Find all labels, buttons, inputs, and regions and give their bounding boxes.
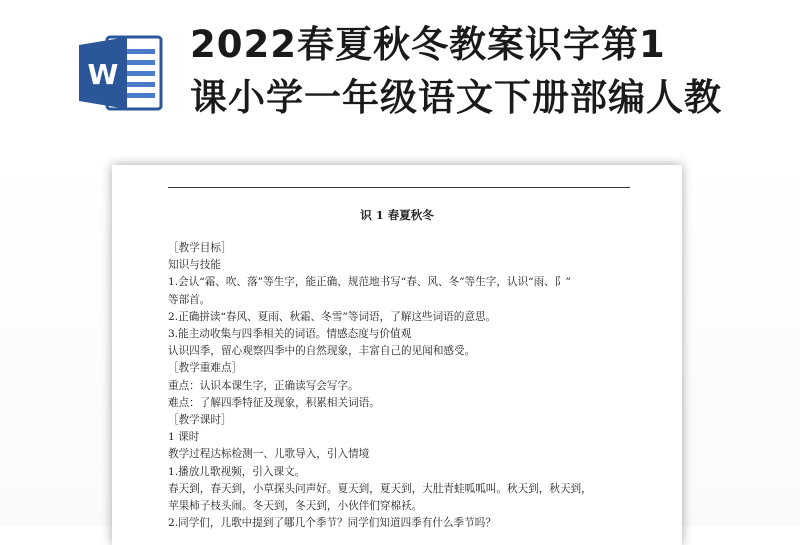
word-icon-letter: W [87, 58, 119, 91]
lesson-title: 识 1 春夏秋冬 [360, 208, 434, 222]
text-line: 1 课时 [168, 431, 200, 444]
text-line: 教学过程达标检测一、儿歌导入，引入情境 [168, 448, 370, 461]
text-line: 难点：了解四季特征及现象，积累相关词语。 [168, 396, 380, 409]
text-line: 1.会认“霜、吹、落”等生字，能正确、规范地书写“春、风、冬”等生字，认识“雨、阝” [168, 276, 571, 289]
word-icon [77, 33, 163, 113]
title-line-2: 课小学一年级语文下册部编人教 [190, 76, 722, 119]
title-line-1: 2022春夏秋冬教案识字第1 [190, 23, 666, 66]
header-banner [0, 0, 800, 160]
document-page [112, 165, 682, 545]
text-line: 春天到，春天到，小草探头问声好。夏天到，夏天到，大肚青蛙呱呱叫。秋天到，秋天到， [168, 482, 592, 495]
text-line: 2.正确拼读“春风、夏雨、秋霜、冬雪”等词语，了解这些词语的意思。 [168, 310, 497, 323]
document-body [168, 240, 634, 532]
text-line: 3.能主动收集与四季相关的词语。情感态度与价值观 [168, 328, 412, 341]
header-rule [168, 187, 630, 188]
page-title [190, 18, 780, 124]
text-line: 1.播放儿歌视频，引入课文。 [168, 465, 306, 478]
text-line: ［教学课时］ [168, 414, 232, 427]
text-line: 等部首。 [168, 293, 211, 306]
text-line: 认识四季，留心观察四季中的自然现象，丰富自己的见闻和感受。 [168, 345, 476, 358]
text-line: 知识与技能 [168, 259, 221, 272]
text-line: 2.同学们，儿歌中提到了哪几个季节？同学们知道四季有什么季节吗？ [168, 517, 496, 530]
text-line: ［教学重难点］ [168, 362, 243, 375]
text-line: 苹果柿子枝头闹。冬天到，冬天到，小伙伴们穿棉袄。 [168, 500, 423, 513]
text-line: ［教学目标］ [168, 242, 232, 254]
text-line: 重点：认识本课生字，正确读写会写字。 [168, 379, 359, 392]
